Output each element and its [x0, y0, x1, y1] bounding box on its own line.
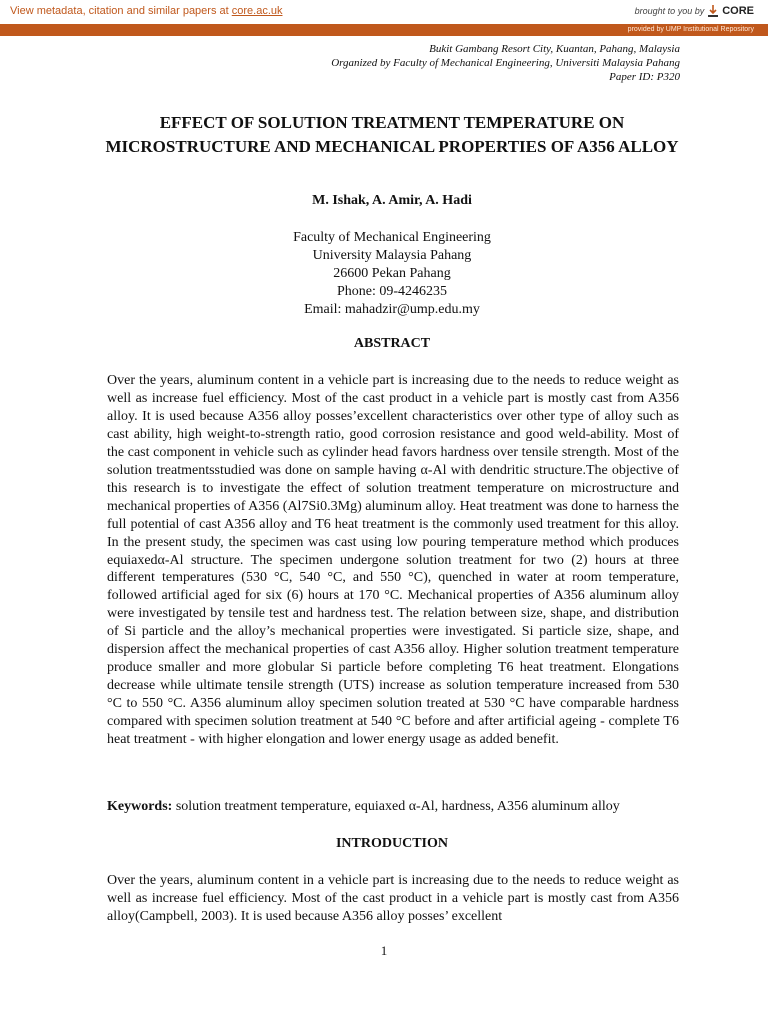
paper-id: Paper ID: P320 — [609, 71, 680, 83]
core-brand: CORE — [722, 5, 754, 17]
paper-authors: M. Ishak, A. Amir, A. Hadi — [312, 193, 472, 208]
affiliation-phone: Phone: 09-4246235 — [336, 284, 448, 299]
repository-bar — [0, 24, 768, 36]
affiliation-faculty: Faculty of Mechanical Engineering — [293, 230, 491, 245]
core-metadata-link-line — [10, 5, 283, 17]
keywords-list: solution treatment temperature, equiaxed α-Al, hardness, A356 aluminum alloy — [172, 799, 620, 814]
brought-to-you-text: brought to you by — [634, 6, 705, 16]
introduction-body: Over the years, aluminum content in a vehicle part is increasing due to the needs to reduce weight as well as increase fuel efficiency. Most of the cast product in a vehicle part is mostly cast from A356 alloy(Campbell, 2003). It is used because A356 alloy posses’ excellent — [107, 873, 679, 924]
keywords-label: Keywords: — [107, 799, 173, 814]
introduction-heading: INTRODUCTION — [335, 836, 448, 851]
core-link-prefix: View metadata, citation and similar papers at — [10, 5, 232, 17]
affiliation-address: 26600 Pekan Pahang — [333, 266, 451, 281]
paper-title: EFFECT OF SOLUTION TREATMENT TEMPERATURE ON MICROSTRUCTURE AND MECHANICAL PROPERTIES OF A356 ALLOY — [105, 113, 679, 156]
keywords-line — [107, 799, 679, 815]
core-brought-by[interactable] — [635, 4, 754, 18]
affiliation-university: University Malaysia Pahang — [312, 248, 472, 263]
author-affiliation — [100, 229, 684, 319]
core-link[interactable]: core.ac.uk — [231, 5, 283, 17]
affiliation-email: Email: mahadzir@ump.edu.my — [304, 302, 480, 317]
conference-header — [120, 36, 680, 84]
conference-venue: Bukit Gambang Resort City, Kuantan, Pahang, Malaysia — [429, 43, 680, 55]
provided-by-text[interactable]: provided by UMP Institutional Repository — [627, 26, 754, 33]
conference-organizer: Organized by Faculty of Mechanical Engineering, Universiti Malaysia Pahang — [331, 57, 680, 69]
core-logo-icon — [707, 4, 719, 18]
abstract-heading: ABSTRACT — [353, 336, 431, 351]
core-banner — [0, 0, 768, 25]
page-number: 1 — [380, 943, 388, 958]
abstract-body: Over the years, aluminum content in a vehicle part is increasing due to the needs to reduce weight as well as increase fuel efficiency. Most of the cast product in a vehicle part is mostly cast from A356 alloy. It is used because A356 alloy posses’excellent characteristics over other type of alloy such as cast ability, high weight-to-strength ratio, good corrosion resistance and good weld-ability. Most of the cast component in vehicle such as cylinder head favors hardness over tensile strength. Most of the solution treatmentsstudied was done on sample having α-Al with dendritic structure.The objective of this research is to investigate the effect of solution treatment temperature on microstructure and mechanical properties of A356 (Al7Si0.3Mg) aluminum alloy. Heat treatment was done to harness the full potential of cast A356 alloy and T6 heat treatment is the commonly used treatment for this alloy. In the present study, the specimen was cast using low pouring temperature method which produces equiaxedα-Al structure. The specimen undergone solution treatment for two (2) hours at three different temperatures (530 °C, 540 °C, and 550 °C), quenched in water at room temperature, followed artificial aged for six (6) hours at 170 °C. Mechanical properties of A356 aluminum alloy were investigated by tensile test and hardness test. The relation between size, shape, and distribution of Si particle and the alloy’s mechanical properties were investigated. Si particle size, shape, and dispersion affect the mechanical properties of cast A356 alloy. Higher solution treatment temperature produce smaller and more globular Si particle before completing T6 heat treatment. Elongations decrease while ultimate tensile strength (UTS) increase as solution temperature increased from 530 °C to 550 °C. A356 aluminum alloy specimen solution treated at 530 °C have comparable hardness compared with specimen solution treatment at 540 °C before and after artificial ageing - complete T6 heat treatment - with higher elongation and lower energy usage as added benefit. — [107, 373, 679, 748]
